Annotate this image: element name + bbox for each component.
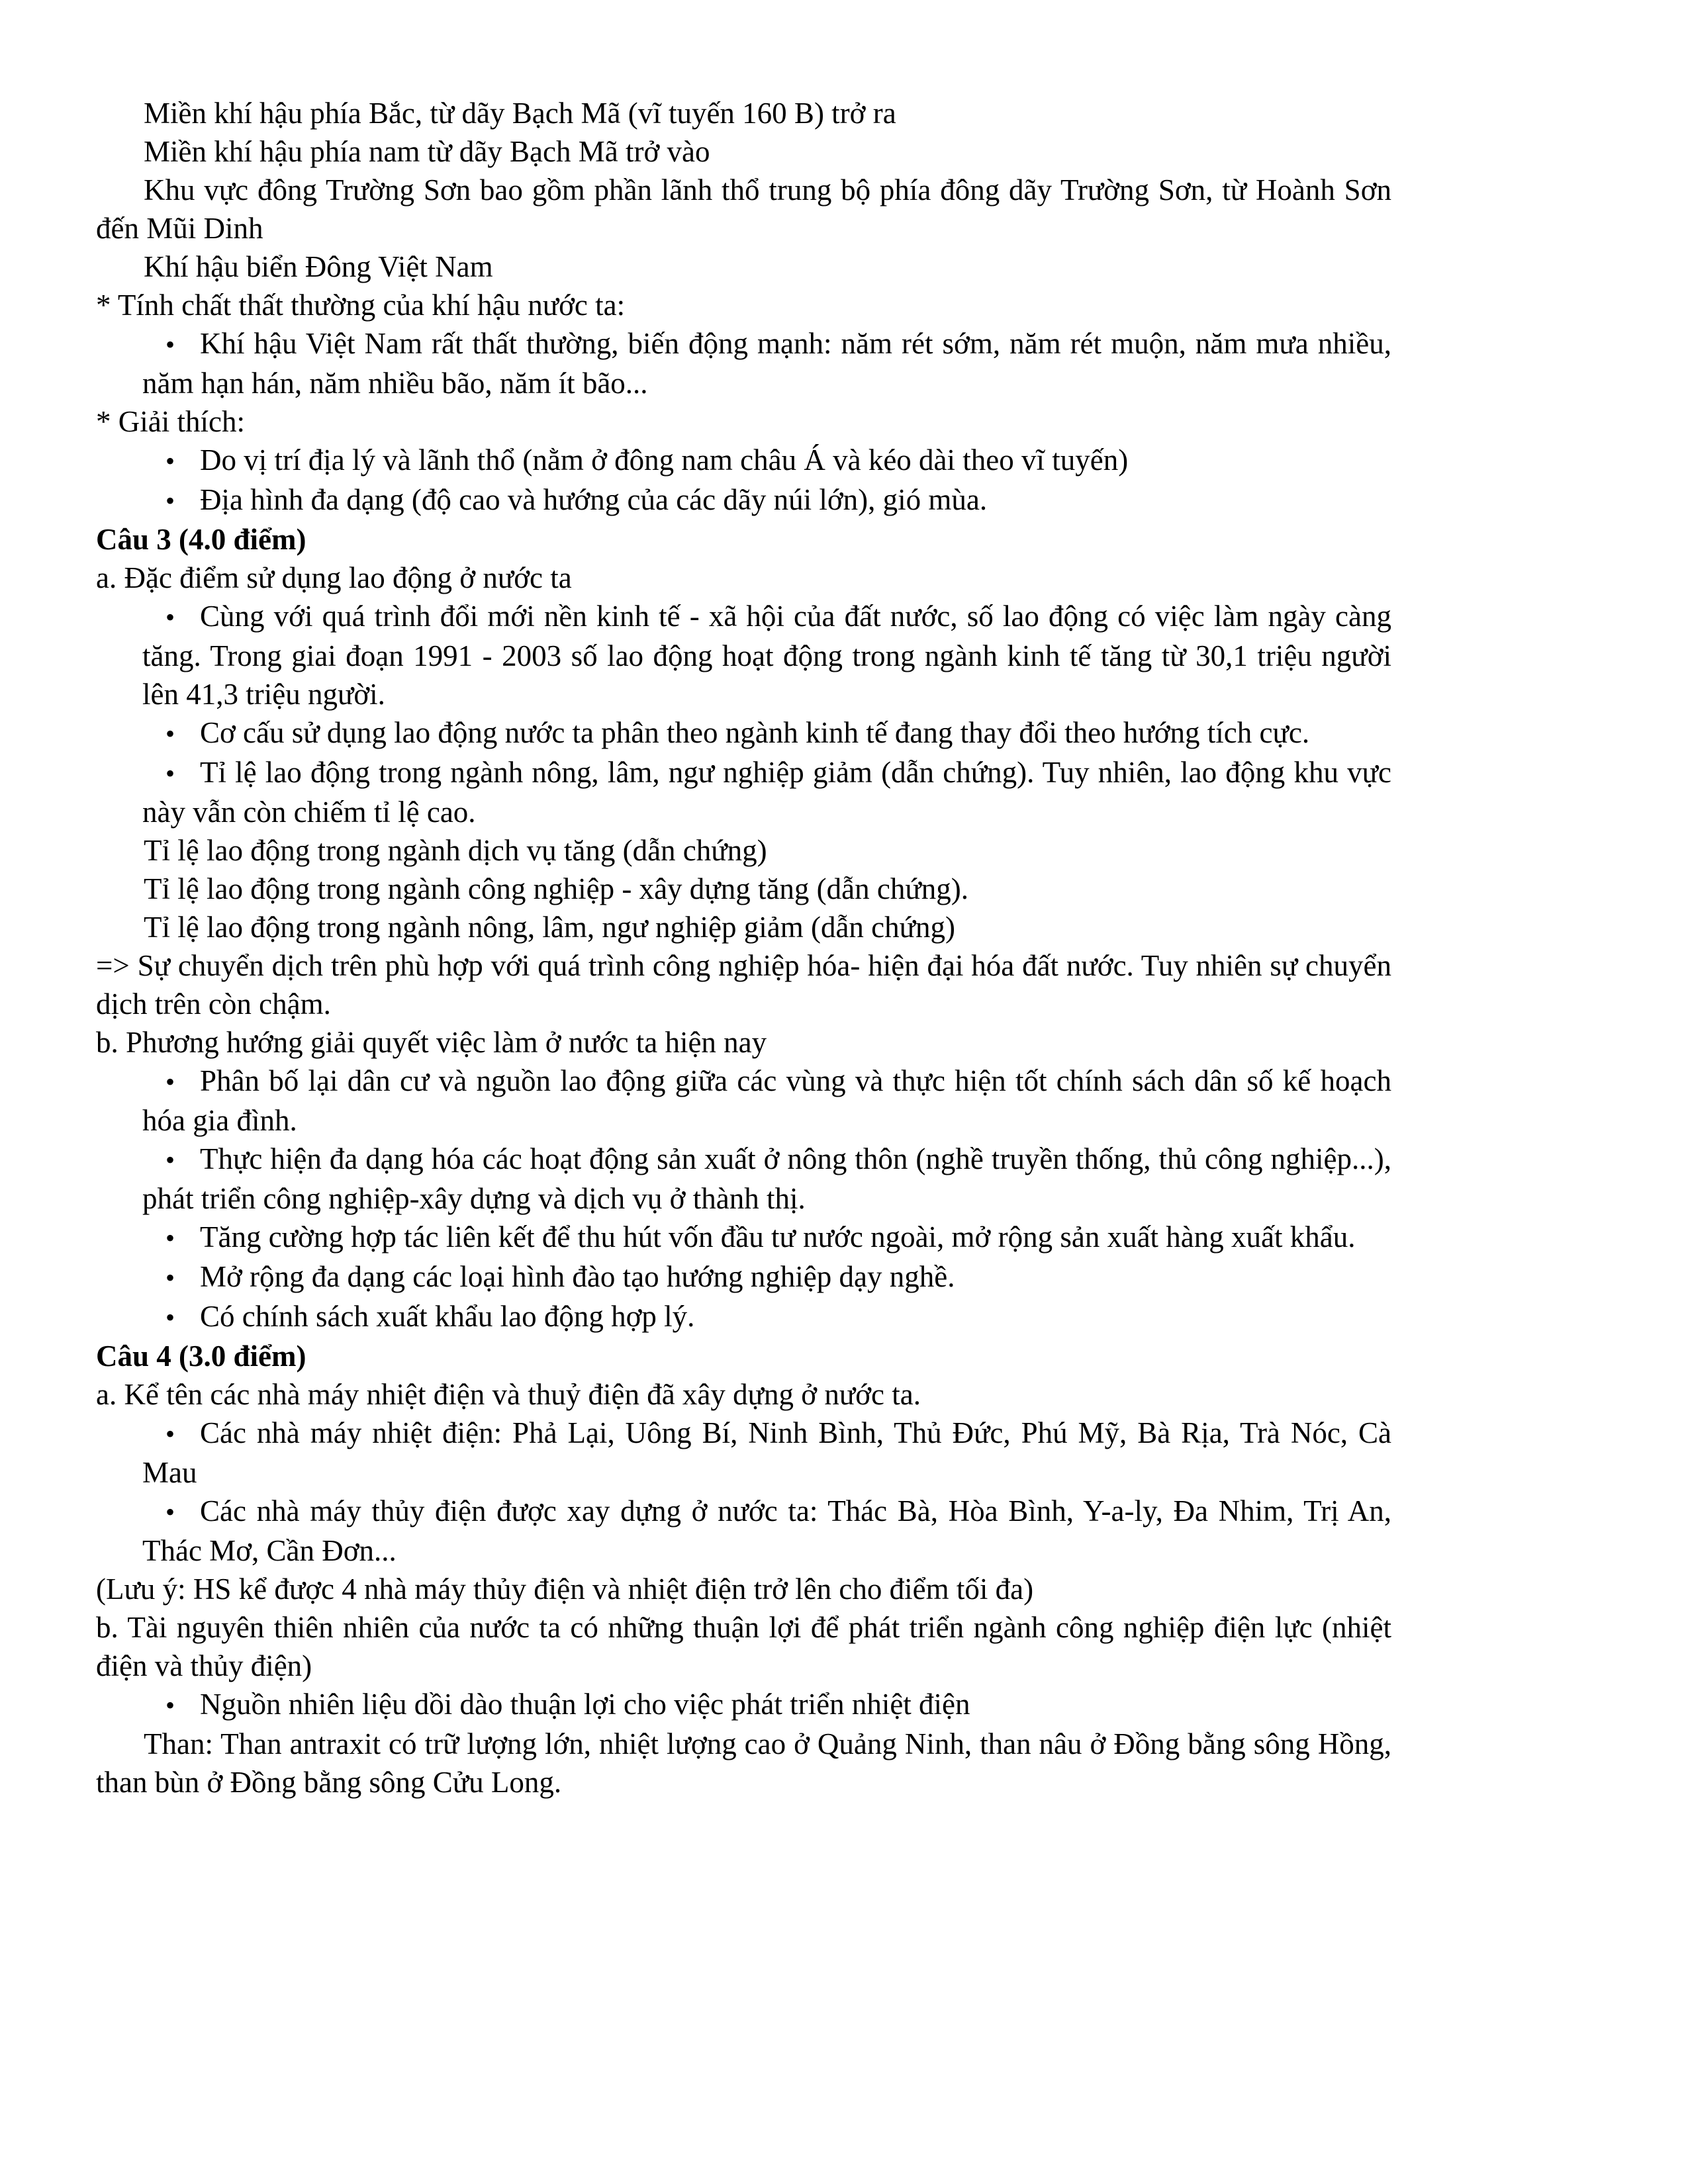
bullet-marker-icon: • <box>165 1145 175 1175</box>
paragraph: Miền khí hậu phía nam từ dãy Bạch Mã trở vào <box>144 135 710 168</box>
paragraph: => Sự chuyển dịch trên phù hợp với quá trình công nghiệp hóa- hiện đại hóa đất nước. Tuy nhiên sự chuyển dịch trên còn chậm. <box>96 949 1391 1021</box>
bullet-item <box>96 441 1391 480</box>
paragraph: * Tính chất thất thường của khí hậu nước ta: <box>96 289 626 322</box>
bullet-marker-icon: • <box>165 446 175 476</box>
bullet-item <box>96 713 1391 753</box>
bullet-text: Cùng với quá trình đổi mới nền kinh tế - xã hội của đất nước, số lao động có việc làm ngày càng tăng. Trong giai đoạn 1991 - 2003 số lao động hoạt động trong ngành kinh tế tăng từ 30,1 triệu người lên 41,3 triệu người. <box>142 600 1391 711</box>
paragraph: Miền khí hậu phía Bắc, từ dãy Bạch Mã (vĩ tuyến 160 B) trở ra <box>144 97 896 130</box>
bullet-item <box>96 1492 1391 1570</box>
bullet-item <box>96 1257 1391 1297</box>
bullet-text: Các nhà máy nhiệt điện: Phả Lại, Uông Bí, Ninh Bình, Thủ Đức, Phú Mỹ, Bà Rịa, Trà Nóc, Cà Mau <box>142 1416 1391 1489</box>
bullet-marker-icon: • <box>165 1497 175 1527</box>
bullet-item <box>96 597 1391 713</box>
bullet-marker-icon: • <box>165 1690 175 1720</box>
bullet-marker-icon: • <box>165 1302 175 1332</box>
paragraph: a. Đặc điểm sử dụng lao động ở nước ta <box>96 561 572 594</box>
bullet-item <box>96 1685 1391 1725</box>
bullet-marker-icon: • <box>165 330 175 359</box>
paragraph: b. Phương hướng giải quyết việc làm ở nước ta hiện nay <box>96 1026 767 1059</box>
paragraph: Tỉ lệ lao động trong ngành nông, lâm, ngư nghiệp giảm (dẫn chứng) <box>144 911 956 944</box>
bullet-text: Nguồn nhiên liệu dồi dào thuận lợi cho việc phát triển nhiệt điện <box>200 1688 970 1721</box>
bullet-text: Thực hiện đa dạng hóa các hoạt động sản xuất ở nông thôn (nghề truyền thống, thủ công nghiệp...), phát triển công nghiệp-xây dựng và dịch vụ ở thành thị. <box>142 1142 1391 1215</box>
bullet-text: Phân bố lại dân cư và nguồn lao động giữa các vùng và thực hiện tốt chính sách dân số kế hoạch hóa gia đình. <box>142 1064 1391 1137</box>
bullet-text: Tăng cường hợp tác liên kết để thu hút vốn đầu tư nước ngoài, mở rộng sản xuất hàng xuất khẩu. <box>200 1220 1356 1253</box>
bullet-text: Mở rộng đa dạng các loại hình đào tạo hướng nghiệp dạy nghề. <box>200 1260 955 1293</box>
paragraph: a. Kể tên các nhà máy nhiệt điện và thuỷ điện đã xây dựng ở nước ta. <box>96 1378 921 1411</box>
paragraph: Tỉ lệ lao động trong ngành dịch vụ tăng (dẫn chứng) <box>144 834 767 867</box>
bullet-marker-icon: • <box>165 719 175 749</box>
paragraph: * Giải thích: <box>96 405 245 438</box>
paragraph: Tỉ lệ lao động trong ngành công nghiệp - xây dựng tăng (dẫn chứng). <box>144 872 968 905</box>
paragraph: (Lưu ý: HS kể được 4 nhà máy thủy điện và nhiệt điện trở lên cho điểm tối đa) <box>96 1572 1034 1606</box>
section-heading: Câu 4 (3.0 điểm) <box>96 1340 306 1373</box>
bullet-item <box>96 1414 1391 1492</box>
bullet-text: Cơ cấu sử dụng lao động nước ta phân theo ngành kinh tế đang thay đổi theo hướng tích cực. <box>200 716 1310 749</box>
bullet-item <box>96 1062 1391 1140</box>
bullet-text: Có chính sách xuất khẩu lao động hợp lý. <box>200 1300 695 1333</box>
bullet-text: Tỉ lệ lao động trong ngành nông, lâm, ngư nghiệp giảm (dẫn chứng). Tuy nhiên, lao động khu vực này vẫn còn chiếm tỉ lệ cao. <box>142 756 1391 829</box>
bullet-item <box>96 1140 1391 1218</box>
paragraph: b. Tài nguyên thiên nhiên của nước ta có những thuận lợi để phát triển ngành công nghiệp điện lực (nhiệt điện và thủy điện) <box>96 1611 1391 1682</box>
bullet-item <box>96 480 1391 520</box>
paragraph: Khu vực đông Trường Sơn bao gồm phần lãnh thổ trung bộ phía đông dãy Trường Sơn, từ Hoành Sơn đến Mũi Dinh <box>96 173 1391 245</box>
paragraph: Than: Than antraxit có trữ lượng lớn, nhiệt lượng cao ở Quảng Ninh, than nâu ở Đồng bằng sông Hồng, than bùn ở Đồng bằng sông Cửu Long. <box>96 1727 1391 1799</box>
bullet-marker-icon: • <box>165 1223 175 1253</box>
section-heading: Câu 3 (4.0 điểm) <box>96 523 306 556</box>
bullet-text: Các nhà máy thủy điện được xay dựng ở nước ta: Thác Bà, Hòa Bình, Y-a-ly, Đa Nhim, Trị An, Thác Mơ, Cần Đơn... <box>142 1494 1391 1567</box>
bullet-text: Khí hậu Việt Nam rất thất thường, biến động mạnh: năm rét sớm, năm rét muộn, năm mưa nhiều, năm hạn hán, năm nhiều bão, năm ít bão... <box>142 327 1391 400</box>
bullet-item <box>96 1218 1391 1257</box>
document-content <box>96 94 1391 1801</box>
bullet-text: Địa hình đa dạng (độ cao và hướng của các dãy núi lớn), gió mùa. <box>200 483 988 516</box>
paragraph: Khí hậu biển Đông Việt Nam <box>144 250 493 283</box>
bullet-marker-icon: • <box>165 1419 175 1449</box>
bullet-item <box>96 324 1391 402</box>
bullet-marker-icon: • <box>165 1067 175 1097</box>
bullet-item <box>96 753 1391 831</box>
bullet-text: Do vị trí địa lý và lãnh thổ (nằm ở đông nam châu Á và kéo dài theo vĩ tuyến) <box>200 443 1129 477</box>
bullet-marker-icon: • <box>165 486 175 516</box>
bullet-marker-icon: • <box>165 602 175 632</box>
bullet-marker-icon: • <box>165 1263 175 1293</box>
bullet-item <box>96 1297 1391 1337</box>
bullet-marker-icon: • <box>165 758 175 788</box>
